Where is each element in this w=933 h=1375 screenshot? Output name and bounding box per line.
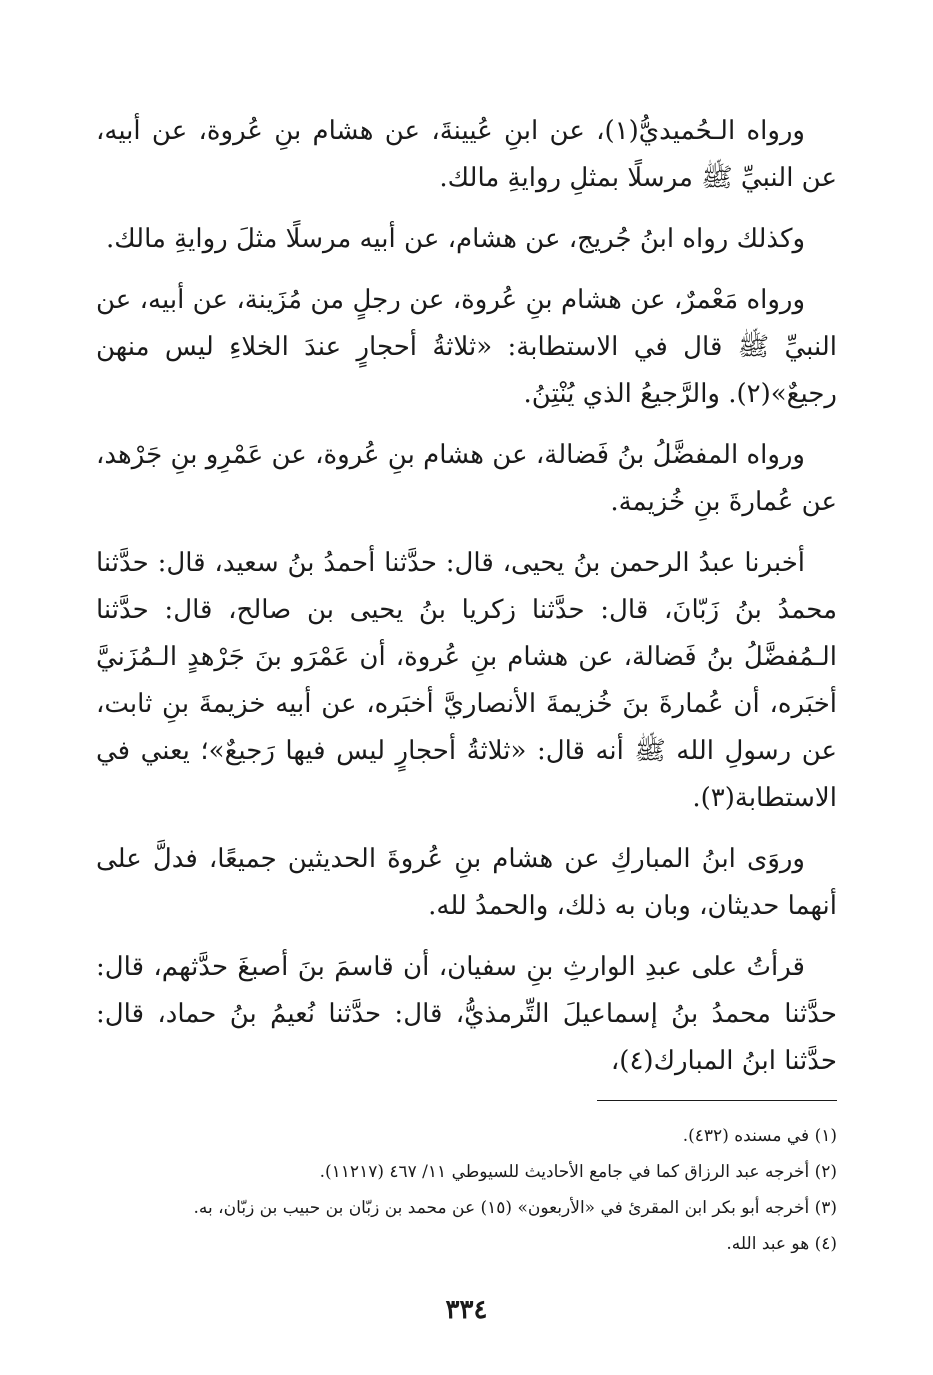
paragraph-3: ورواه مَعْمرٌ، عن هشام بنِ عُروة، عن رجلٍ من مُزَينة، عن أبيه، عن النبيِّ ﷺ قال في الاستطابة: «ثلاثةُ أحجارٍ عندَ الخلاءِ ليس منهن رجيعٌ»(٢). والرَّجيعُ الذي يُنْتِنُ.	[96, 285, 837, 409]
footnotes	[96, 1118, 837, 1262]
footnote-divider	[597, 1100, 837, 1101]
main-text	[96, 108, 837, 1099]
footnote-2: (٢) أخرجه عبد الرزاق كما في جامع الأحاديث للسيوطي ١١/ ٤٦٧ (١١٢١٧).	[319, 1162, 837, 1182]
paragraph-4: ورواه المفضَّلُ بنُ فَضالة، عن هشام بنِ عُروة، عن عَمْرِو بنِ جَرْهد، عن عُمارةَ بنِ خُزيمة.	[96, 440, 837, 517]
footnote-1: (١) في مسنده (٤٣٢).	[682, 1126, 837, 1146]
footnote-4: (٤) هو عبد الله.	[726, 1234, 837, 1254]
footnote-3: (٣) أخرجه أبو بكر ابن المقرئ في «الأربعون» (١٥) عن محمد بن زبّان بن حبيب بن زبّان، به.	[193, 1198, 837, 1218]
page-number: ٣٣٤	[445, 1295, 488, 1325]
paragraph-5: أخبرنا عبدُ الرحمن بنُ يحيى، قال: حدَّثنا أحمدُ بنُ سعيد، قال: حدَّثنا محمدُ بنُ زَبّانَ، قال: حدَّثنا زكريا بنُ يحيى بن صالح، قال: حدَّثنا الـمُفضَّلُ بنُ فَضالة، عن هشام بنِ عُروة، أن عَمْرَو بنَ جَرْهدٍ الـمُزَنيَّ أخبَره، أن عُمارةَ بنَ خُزيمةَ الأنصاريَّ أخبَره، عن أبيه خزيمةَ بنِ ثابت، عن رسولِ الله ﷺ أنه قال: «ثلاثةُ أحجارٍ ليس فيها رَجيعٌ»؛ يعني في الاستطابة(٣).	[96, 548, 837, 813]
paragraph-6: وروَى ابنُ المباركِ عن هشام بنِ عُروةَ الحديثين جميعًا، فدلَّ على أنهما حديثان، وبان به ذلك، والحمدُ لله.	[96, 844, 837, 921]
paragraph-7: قرأتُ على عبدِ الوارثِ بنِ سفيان، أن قاسمَ بنَ أصبغَ حدَّثهم، قال: حدَّثنا محمدُ بنُ إسماعيلَ التِّرمذيُّ، قال: حدَّثنا نُعيمُ بنُ حماد، قال: حدَّثنا ابنُ المبارك(٤)،	[96, 952, 837, 1076]
paragraph-2: وكذلك رواه ابنُ جُريج، عن هشام، عن أبيه مرسلًا مثلَ روايةِ مالك.	[105, 224, 805, 254]
paragraph-1: ورواه الـحُميديُّ(١)، عن ابنِ عُيينةَ، عن هشام بنِ عُروة، عن أبيه، عن النبيِّ ﷺ مرسلًا بمثلِ روايةِ مالك.	[96, 116, 837, 193]
